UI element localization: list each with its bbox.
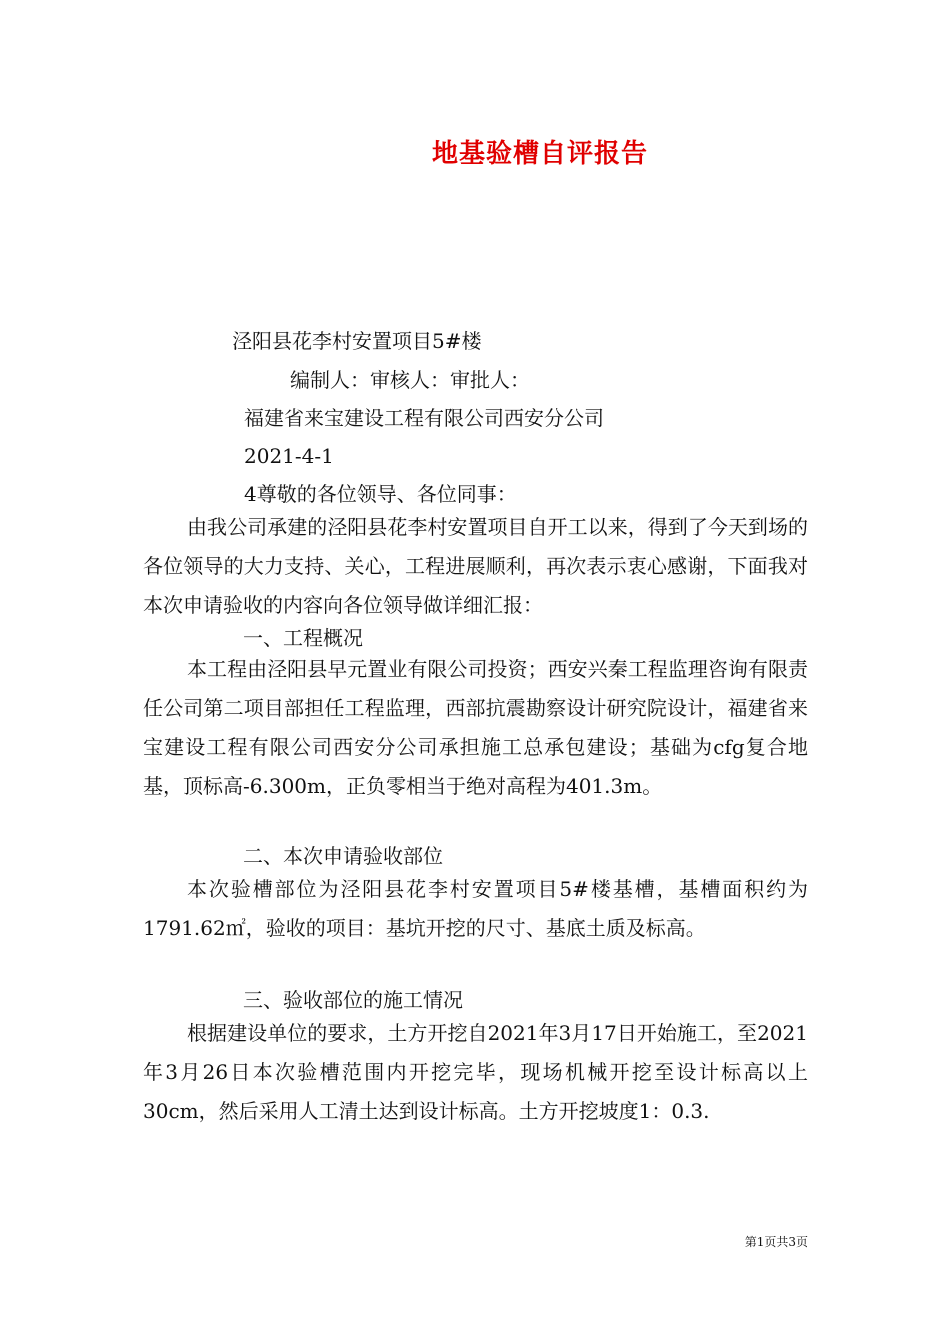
section1-heading: 一、工程概况 (243, 626, 363, 650)
section2-heading: 二、本次申请验收部位 (243, 844, 443, 868)
signature-line: 编制人：审核人：审批人： (290, 368, 530, 392)
section3-heading: 三、验收部位的施工情况 (243, 988, 463, 1012)
project-name: 泾阳县花李村安置项目5#楼 (232, 329, 482, 353)
salutation: 4尊敬的各位领导、各位同事： (244, 482, 517, 506)
page-footer: 第1页共3页 (744, 1235, 808, 1249)
section3-paragraph: 根据建设单位的要求，土方开挖自2021年3月17日开始施工，至2021年3月26日本次验槽范围内开挖完毕，现场机械开挖至设计标高以上30cm，然后采用人工清土达到设计标高。土方开挖坡度1：0.3. (143, 1021, 808, 1123)
company-name: 福建省来宝建设工程有限公司西安分公司 (244, 406, 604, 430)
document-title: 地基验槽自评报告 (431, 139, 648, 169)
section1-paragraph: 本工程由泾阳县早元置业有限公司投资；西安兴秦工程监理咨询有限责任公司第二项目部担任工程监理，西部抗震勘察设计研究院设计，福建省来宝建设工程有限公司西安分公司承担施工总承包建设；基础为cfg复合地基，顶标高-6.300m，正负零相当于绝对高程为401.3m。 (143, 657, 808, 798)
section2-paragraph: 本次验槽部位为泾阳县花李村安置项目5#楼基槽，基槽面积约为1791.62㎡，验收的项目：基坑开挖的尺寸、基底土质及标高。 (143, 877, 808, 940)
report-date: 2021-4-1 (244, 444, 334, 468)
intro-paragraph: 由我公司承建的泾阳县花李村安置项目自开工以来，得到了今天到场的各位领导的大力支持、关心，工程进展顺利，再次表示衷心感谢，下面我对本次申请验收的内容向各位领导做详细汇报： (143, 515, 808, 617)
